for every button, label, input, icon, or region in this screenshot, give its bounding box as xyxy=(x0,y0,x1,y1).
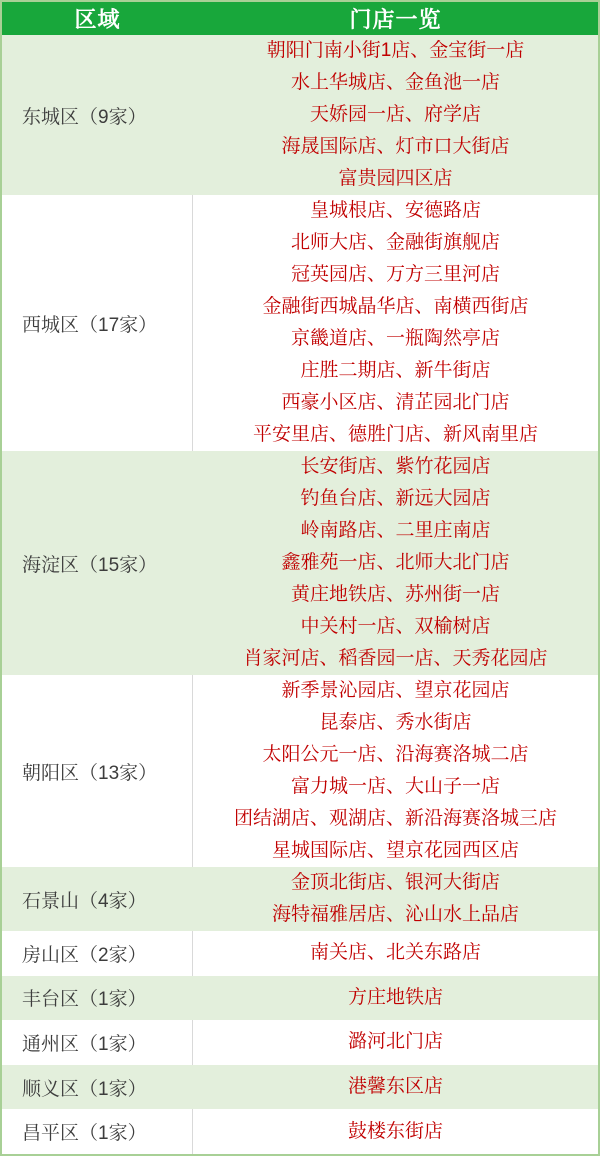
table-row xyxy=(2,1020,598,1065)
store-line: 海特福雅居店、沁山水上品店 xyxy=(271,904,519,925)
table-row xyxy=(2,451,598,675)
district-cell: 通州区（1家） xyxy=(2,1020,193,1065)
stores-cell xyxy=(193,1020,598,1065)
store-line: 昆泰店、秀水街店 xyxy=(319,712,472,733)
store-line: 富力城一店、大山子一店 xyxy=(290,776,500,797)
store-line: 肖家河店、稻香园一店、天秀花园店 xyxy=(243,648,548,669)
table-row xyxy=(2,1109,598,1154)
header-stores-column: 门店一览 xyxy=(349,7,442,32)
stores-cell xyxy=(193,35,598,195)
stores-cell xyxy=(193,195,598,451)
store-line: 钓鱼台店、新远大园店 xyxy=(300,488,491,509)
store-line: 新季景沁园店、望京花园店 xyxy=(281,680,510,701)
district-cell: 丰台区（1家） xyxy=(2,976,193,1021)
store-line: 北师大店、金融街旗舰店 xyxy=(290,232,500,253)
store-line: 团结湖店、观湖店、新沿海赛洛城三店 xyxy=(233,808,557,829)
store-line: 中关村一店、双榆树店 xyxy=(300,616,491,637)
district-cell: 石景山（4家） xyxy=(2,867,193,931)
store-line: 方庄地铁店 xyxy=(347,986,443,1008)
store-line: 金顶北街店、银河大街店 xyxy=(290,872,500,893)
header-region-column: 区域 xyxy=(74,7,121,32)
table-row xyxy=(2,195,598,451)
store-line: 金融街西城晶华店、南横西街店 xyxy=(262,296,529,317)
store-line: 黄庄地铁店、苏州街一店 xyxy=(290,584,500,605)
table-row xyxy=(2,931,598,976)
district-cell: 昌平区（1家） xyxy=(2,1109,193,1154)
stores-cell xyxy=(193,451,598,675)
store-line: 南关店、北关东路店 xyxy=(309,942,481,964)
district-cell: 东城区（9家） xyxy=(2,35,193,195)
table-row xyxy=(2,675,598,867)
store-line: 星城国际店、望京花园西区店 xyxy=(271,840,519,861)
table-header-row xyxy=(2,2,598,35)
table-row xyxy=(2,867,598,931)
table-row xyxy=(2,976,598,1021)
store-line: 富贵园四区店 xyxy=(338,168,453,189)
stores-cell xyxy=(193,867,598,931)
stores-cell xyxy=(193,1065,598,1110)
table-row xyxy=(2,1065,598,1110)
store-line: 潞河北门店 xyxy=(347,1031,443,1053)
store-line: 鑫雅苑一店、北师大北门店 xyxy=(281,552,510,573)
store-line: 冠英园店、万方三里河店 xyxy=(290,264,500,285)
table-body xyxy=(2,35,598,1154)
store-line: 天娇园一店、府学店 xyxy=(309,104,481,125)
store-line: 鼓楼东街店 xyxy=(347,1120,443,1142)
store-line: 长安街店、紫竹花园店 xyxy=(300,456,491,477)
district-cell: 顺义区（1家） xyxy=(2,1065,193,1110)
store-line: 庄胜二期店、新牛街店 xyxy=(300,360,491,381)
store-line: 港馨东区店 xyxy=(347,1076,443,1098)
store-line: 水上华城店、金鱼池一店 xyxy=(290,72,500,93)
store-line: 西豪小区店、清芷园北门店 xyxy=(281,392,510,413)
district-cell: 海淀区（15家） xyxy=(2,451,193,675)
store-line: 朝阳门南小街1店、金宝街一店 xyxy=(266,40,525,61)
store-line: 岭南路店、二里庄南店 xyxy=(300,520,491,541)
district-cell: 朝阳区（13家） xyxy=(2,675,193,867)
stores-cell xyxy=(193,1109,598,1154)
table-row xyxy=(2,35,598,195)
stores-cell xyxy=(193,931,598,976)
stores-cell xyxy=(193,976,598,1021)
store-line: 皇城根店、安德路店 xyxy=(309,200,481,221)
stores-cell xyxy=(193,675,598,867)
district-cell: 房山区（2家） xyxy=(2,931,193,976)
store-line: 太阳公元一店、沿海赛洛城二店 xyxy=(262,744,529,765)
store-line: 海晟国际店、灯市口大街店 xyxy=(281,136,510,157)
store-line: 京畿道店、一瓶陶然亭店 xyxy=(290,328,500,349)
district-cell: 西城区（17家） xyxy=(2,195,193,451)
store-line: 平安里店、德胜门店、新风南里店 xyxy=(252,424,538,445)
